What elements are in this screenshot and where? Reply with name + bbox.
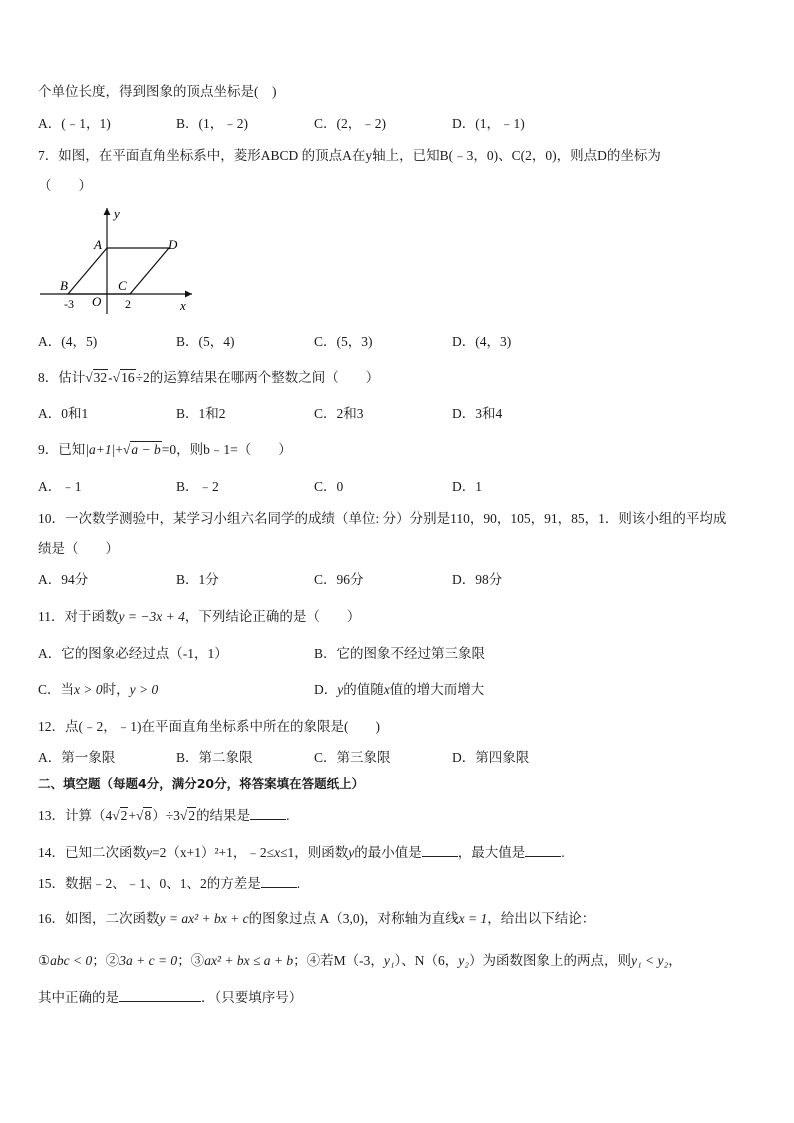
q12-option-a[interactable]: A．第一象限 — [38, 750, 116, 765]
q14-min-label: 的最小值是 — [354, 845, 422, 860]
q8-minus: - — [108, 370, 113, 385]
q16-c1: abc < 0 — [50, 953, 93, 968]
q6-stem-tail: 个单位长度，得到图象的顶点坐标是( ) — [38, 84, 277, 99]
q10-option-a[interactable]: A．94分 — [38, 572, 89, 587]
label-b: B — [60, 278, 68, 293]
q11-c-math2: y > 0 — [129, 682, 159, 697]
q16-c4-y1: y₁ — [383, 953, 395, 968]
label-c: C — [118, 278, 127, 293]
q9-option-a[interactable]: A．﹣1 — [38, 479, 82, 494]
sqrt-sign: √ — [136, 808, 144, 823]
q10-option-d[interactable]: D．98分 — [452, 572, 503, 587]
q8-option-b[interactable]: B．1和2 — [176, 406, 226, 421]
label-origin: O — [92, 294, 102, 309]
q12-option-d[interactable]: D．第四象限 — [452, 750, 530, 765]
q16-conclusions — [38, 952, 682, 970]
q16-c2-prefix: ；② — [92, 953, 120, 968]
sqrt-sign: √ — [179, 808, 188, 823]
q11-stem — [38, 608, 360, 626]
q16-c4-mid: ）、N（6， — [394, 953, 459, 968]
q13-end: . — [286, 808, 290, 823]
q8-stem — [38, 369, 379, 387]
q9-plus: + — [115, 442, 123, 457]
q9-option-c[interactable]: C．0 — [314, 479, 344, 494]
q11-c-mid: 时， — [102, 682, 130, 697]
q14-end: . — [561, 845, 565, 860]
q6-option-a[interactable]: A．(﹣1，1) — [38, 116, 111, 131]
q15-text: 15．数据﹣2、﹣1、0、1、2的方差是 — [38, 876, 261, 891]
q14-max-label: ，最大值是 — [457, 845, 526, 860]
q7-stem: 7．如图，在平面直角坐标系中，菱形ABCD 的顶点A在y轴上，已知B(﹣3，0)、C(2，0)，则点D的坐标为 — [38, 148, 661, 163]
q11-d-mid: 的值随 — [343, 682, 384, 697]
q11-d-y: y — [337, 682, 344, 697]
q16-answer-blank[interactable] — [119, 988, 201, 1002]
q7-option-c[interactable]: C．(5，3) — [314, 334, 373, 349]
q11-function: y = −3x + 4 — [118, 609, 185, 624]
q14-y2: y — [348, 845, 355, 860]
q15-stem — [38, 874, 300, 893]
sqrt-sign: √ — [85, 370, 93, 385]
q16-c4-prefix: ；④若M（-3， — [293, 953, 384, 968]
q11-c-prefix: C．当 — [38, 682, 75, 697]
q14-stem — [38, 843, 565, 862]
q9-stem — [38, 441, 292, 459]
q16-answer-suffix: ．（只要填序号） — [201, 990, 303, 1005]
q10-option-b[interactable]: B．1分 — [176, 572, 219, 587]
q16-c3-prefix: ；③ — [177, 953, 205, 968]
q8-option-d[interactable]: D．3和4 — [452, 406, 503, 421]
q13-radicand-3: 2 — [188, 808, 196, 823]
q11-option-c[interactable] — [38, 681, 158, 699]
q13-plus: + — [128, 808, 137, 823]
q16-answer-line — [38, 988, 302, 1007]
q12-option-c[interactable]: C．第三象限 — [314, 750, 391, 765]
q9-abs: |a+1| — [85, 442, 116, 457]
q13-prefix: 13．计算（4 — [38, 808, 113, 823]
q12-option-b[interactable]: B．第二象限 — [176, 750, 253, 765]
q8-radicand-1: 32 — [93, 370, 108, 385]
q11-d-prefix: D． — [314, 682, 338, 697]
q8-option-a[interactable]: A．0和1 — [38, 406, 89, 421]
q16-suffix: ，给出以下结论： — [487, 911, 596, 926]
label-a: A — [94, 237, 102, 252]
q16-c2: 3a + c = 0 — [119, 953, 178, 968]
q7-option-d[interactable]: D．(4，3) — [452, 334, 512, 349]
q10-option-c[interactable]: C．96分 — [314, 572, 364, 587]
label-2: 2 — [125, 297, 131, 311]
q14-condition: ≤1，则函数 — [280, 845, 349, 860]
q15-end: . — [296, 876, 301, 891]
q16-c4-y2: y₂ — [458, 953, 469, 968]
q11-prefix: 11．对于函数 — [38, 609, 119, 624]
q16-c3: ax² + bx ≤ a + b — [204, 953, 294, 968]
q16-axis: x = 1 — [458, 911, 488, 926]
q16-answer-prefix: 其中正确的是 — [38, 990, 119, 1005]
q8-radicand-2: 16 — [121, 370, 135, 385]
q16-c4-end: ， — [668, 953, 682, 968]
q13-mid: ）÷3 — [152, 808, 180, 823]
q16-c1-prefix: ① — [38, 953, 51, 968]
q9-option-d[interactable]: D．1 — [452, 479, 482, 494]
section-heading-fill-in: 二、填空题（每题4分，满分20分，将答案填在答题纸上） — [38, 776, 365, 791]
q9-prefix: 9．已知 — [38, 442, 86, 457]
q7-option-a[interactable]: A．(4，5) — [38, 334, 98, 349]
q7-option-b[interactable]: B．(5，4) — [176, 334, 235, 349]
q9-radicand: a − b — [131, 442, 161, 457]
q8-prefix: 8．估计 — [38, 370, 86, 385]
q7-paren: （ ） — [38, 178, 92, 193]
q13-answer-blank[interactable] — [250, 806, 286, 820]
label-y: y — [114, 206, 120, 221]
q10-stem-line2: 绩是（ ） — [38, 541, 119, 556]
q11-option-b[interactable]: B．它的图象不经过第三象限 — [314, 646, 486, 661]
q14-equation: =2（x+1）²+1，﹣2≤ — [152, 845, 275, 860]
q11-option-a[interactable]: A．它的图象必经过点（-1，1） — [38, 646, 228, 661]
rhombus-figure — [36, 200, 206, 320]
q6-option-c[interactable]: C．(2，﹣2) — [314, 116, 386, 131]
q11-c-math1: x > 0 — [74, 682, 103, 697]
q16-function: y = ax² + bx + c — [159, 911, 249, 926]
q14-min-blank[interactable] — [422, 843, 458, 857]
q8-divide: ÷2 — [135, 370, 150, 385]
q11-d-suffix: 值的增大而增大 — [389, 682, 485, 697]
label-neg3: -3 — [64, 297, 74, 311]
q16-c4-post: ）为函数图象上的两点，则 — [468, 953, 631, 968]
q6-option-d[interactable]: D．(1，﹣1) — [452, 116, 525, 131]
q16-stem — [38, 910, 595, 928]
q14-prefix: 14．已知二次函数 — [38, 845, 146, 860]
sqrt-sign: √ — [112, 808, 120, 823]
q15-answer-blank[interactable] — [261, 874, 297, 888]
q10-stem-line1: 10．一次数学测验中，某学习小组六名同学的成绩（单位: 分）分别是110，90，105，91，85，1．则该小组的平均成 — [38, 511, 727, 526]
q9-suffix: =0，则b﹣1=（ ） — [161, 442, 292, 457]
label-x: x — [180, 298, 186, 313]
q16-prefix: 16．如图，二次函数 — [38, 911, 160, 926]
sqrt-sign: √ — [112, 370, 121, 385]
q12-stem: 12．点(﹣2，﹣1)在平面直角坐标系中所在的象限是( ) — [38, 719, 380, 734]
q9-option-b[interactable]: B．﹣2 — [176, 479, 219, 494]
q8-option-c[interactable]: C．2和3 — [314, 406, 364, 421]
q13-radicand-2: 8 — [144, 808, 152, 823]
q8-suffix: 的运算结果在哪两个整数之间（ ） — [149, 370, 380, 385]
q11-suffix: ，下列结论正确的是（ ） — [184, 609, 361, 624]
q14-x: x — [274, 845, 281, 860]
sqrt-sign: √ — [122, 442, 131, 457]
q11-option-d[interactable] — [314, 681, 484, 699]
q13-stem — [38, 806, 289, 825]
q13-radicand-1: 2 — [120, 808, 128, 823]
q13-suffix: 的结果是 — [196, 808, 251, 823]
q6-option-b[interactable]: B．(1，﹣2) — [176, 116, 248, 131]
q14-y: y — [146, 845, 152, 860]
q16-mid: 的图象过点 A（3,0)，对称轴为直线 — [248, 911, 459, 926]
q11-d-x: x — [383, 682, 390, 697]
q16-c4-inequality: y₁ < y₂ — [630, 953, 669, 968]
label-d: D — [168, 237, 178, 252]
q14-max-blank[interactable] — [525, 843, 561, 857]
